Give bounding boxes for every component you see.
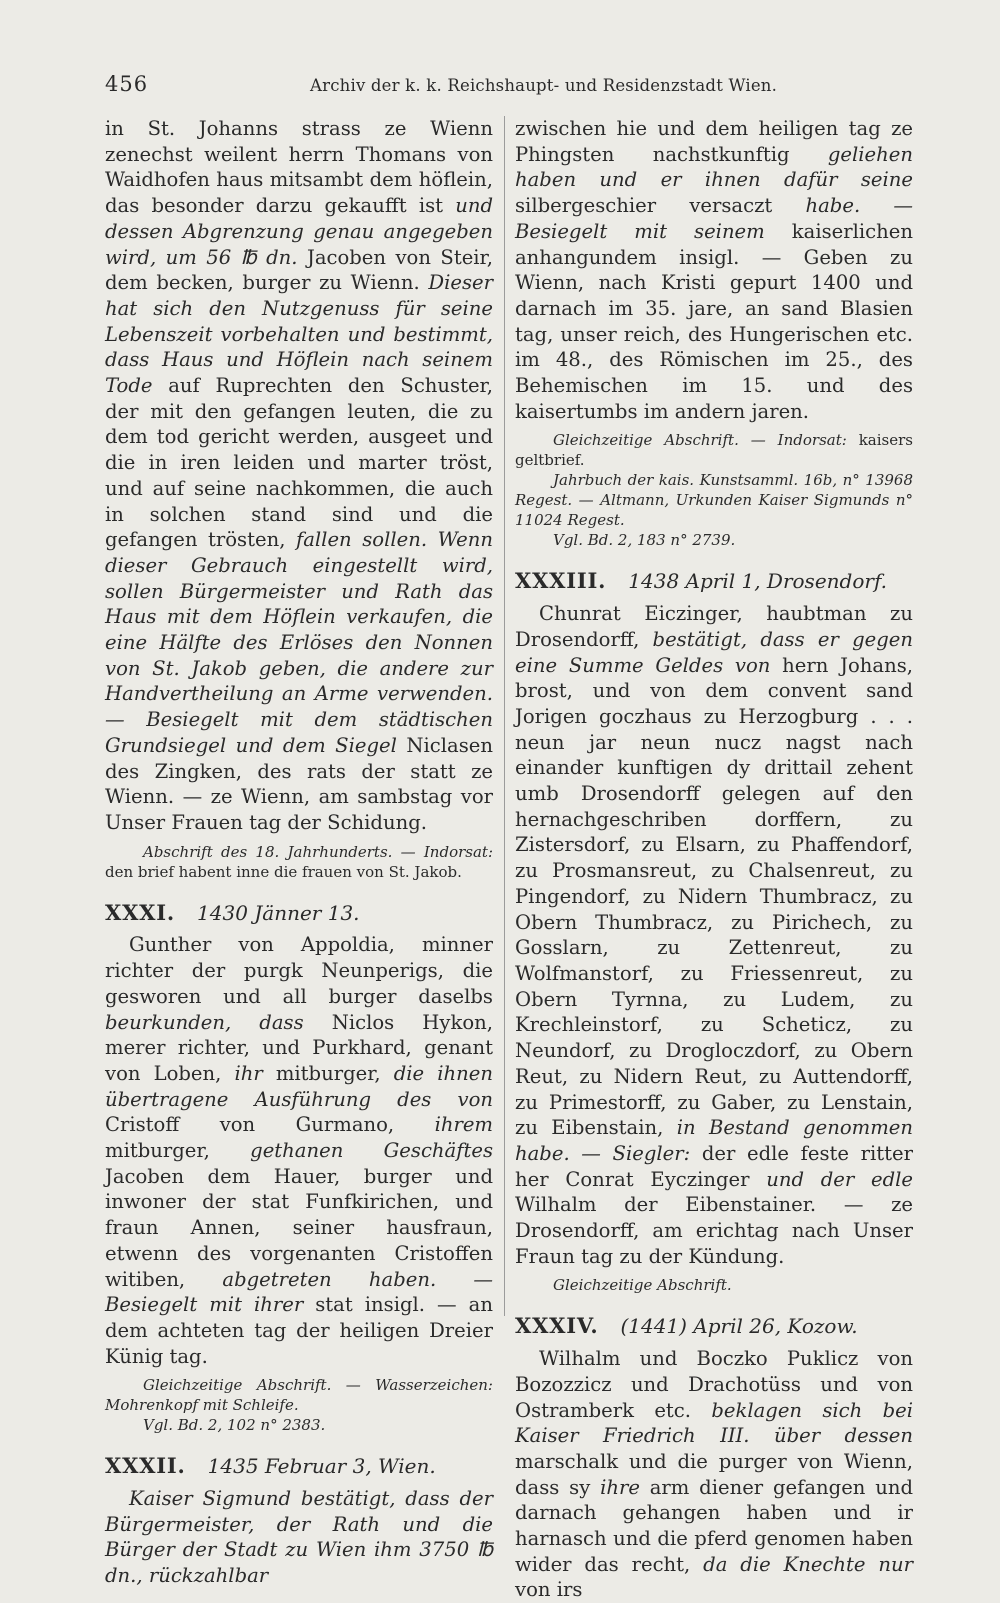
italic-run: Vgl. Bd. 2, 183 n° 2739. (553, 531, 736, 550)
paragraph (515, 1346, 913, 1603)
text-run: stat insigl. — an dem achteten tag der heiligen Dreier Künig tag. (105, 1293, 493, 1368)
source-note (105, 842, 493, 882)
italic-run: Dieser hat sich den Nutzgenuss für seine Lebenszeit vorbehalten und bestimmt, dass Haus und Höflein nach seinem Tode (105, 271, 493, 398)
right-column (515, 116, 913, 1603)
text-run: mitburger, (105, 1139, 251, 1163)
text-run: Jacoben dem Hauer, burger und inwoner der stat Funfkirichen, und fraun Annen, seiner hausfraun, etwenn des vorgenanten Cristoffen witiben, (105, 1164, 493, 1291)
entry-date: 1435 Februar 3, Wien. (207, 1454, 436, 1479)
entry-date: (1441) April 26, Kozow. (620, 1314, 858, 1339)
text-run: Niclasen des Zingken, des rats der statt ze Wienn. — ze Wienn, am sambstag vor Unser Frauen tag der Schidung. (105, 733, 493, 834)
italic-run: habe. — Besiegelt mit seinem (515, 194, 913, 243)
italic-run: und der edle (766, 1167, 913, 1191)
paragraph (105, 1486, 493, 1589)
text-run: hern Johans, brost, und von dem convent sand Jorigen goczhaus zu Herzogburg . . . neun jar neun nucz nagst nach einander kunftigen dy drittail zehent umb Drosendorff gelegen auf den hernachgeschriben dorffern, zu Zistersdorf, zu Elsarn, zu Phaffendorf, zu Prosmansreut, zu Chalsenreut, zu Pingendorf, zu Nidern Thumbracz, zu Obern Thumbracz, zu Pirichech, zu Gosslarn, zu Zettenreut, zu Wolfmanstorf, zu Friessenreut, zu Obern Tyrnna, zu Ludem, zu Krechleinstorf, zu Scheticz, zu Neundorf, zu Drogloczdorf, zu Obern Reut, zu Nidern Reut, zu Auttendorff, zu Primestorff, zu Gaber, zu Lenstain, zu Eibenstain, (515, 653, 913, 1140)
text-run: Niclos Hykon, merer richter, und Purkhard, genant von Loben, (105, 1010, 493, 1085)
left-column (105, 116, 493, 1589)
entry-number: XXXI. (105, 899, 176, 925)
running-title: Archiv der k. k. Reichshaupt- und Residenzstadt Wien. (310, 76, 778, 95)
italic-run: geliehen haben und er ihnen dafür seine (515, 142, 913, 192)
text-run: in St. Johanns strass ze Wienn zenechst weilent herrn Thomans von Waidhofen haus mitsambt dem höflein, das besonder darzu gekaufft ist (105, 117, 493, 218)
reference-note (515, 530, 913, 550)
entry-heading (105, 1453, 493, 1480)
text-run: auf Ruprechten den Schuster, der mit den gefangen leuten, die zu dem tod gericht werden, ausgeet und die in iren leiden und marter tröst, und auf seine nachkommen, die auch in solchen stand sind und die gefangen trösten, (105, 374, 493, 552)
italic-run: fallen sollen. Wenn dieser Gebrauch eingestellt wird, sollen Bürgermeister und Rath das Haus mit dem Höflein verkaufen, die eine Hälfte des Erlöses den Nonnen von St. Jakob geben, die andere zur Handvertheilung an Arme verwenden. — Besiegelt mit dem städtischen Grundsiegel und dem Siegel (105, 528, 493, 757)
text-run: den brief habent inne die frauen von St. Jakob. (105, 862, 462, 881)
page-header (105, 72, 900, 102)
italic-run: gethanen Geschäftes (250, 1139, 494, 1163)
entry-heading (515, 1313, 913, 1340)
paragraph (515, 116, 913, 424)
text-run: kaisers geltbrief. (515, 431, 913, 470)
entry-heading (515, 568, 913, 595)
paragraph (105, 932, 493, 1369)
text-run: Gunther von Appoldia, minner richter der purgk Neunperigs, die gesworen und all burger daselbs (105, 933, 493, 1008)
italic-run: beurkunden, dass (105, 1010, 304, 1034)
reference-note (105, 1415, 493, 1435)
paragraph (105, 116, 493, 836)
italic-run: ihre (600, 1475, 640, 1499)
italic-run: Vgl. Bd. 2, 102 n° 2383. (143, 1416, 326, 1435)
source-note (105, 1375, 493, 1415)
text-run: von irs (515, 1578, 583, 1602)
italic-run: Jahrbuch der kais. Kunstsamml. 16b, n° 13968 Regest. — Altmann, Urkunden Kaiser Sigmunds n° 11024 Regest. (515, 471, 913, 530)
text-run: arm diener gefangen und darnach gehangen haben und ir harnasch und die pferd genomen haben wider das recht, (515, 1475, 913, 1576)
italic-run: Gleichzeitige Abschrift. — Wasserzeichen: Mohrenkopf mit Schleife. (105, 1376, 493, 1415)
page-number: 456 (105, 72, 149, 96)
entry-number: XXXIV. (515, 1313, 599, 1339)
source-note (515, 430, 913, 470)
entry-heading (105, 900, 493, 927)
entry-date: 1438 April 1, Drosendorf. (628, 569, 887, 594)
text-run: Cristoff von Gurmano, (105, 1113, 435, 1137)
text-run: Wilhalm der Eibenstainer. — ze Drosendorff, am erichtag nach Unser Fraun tag zu der Kündung. (515, 1193, 913, 1268)
entry-date: 1430 Jänner 13. (197, 900, 360, 925)
text-run: mitburger, (262, 1061, 394, 1085)
text-run: Jacoben von Steir, dem becken, burger zu Wienn. (105, 245, 493, 295)
italic-run: abgetreten haben. — Besiegelt mit ihrer (105, 1267, 493, 1317)
italic-run: in Bestand genommen habe. — Siegler: (515, 1116, 913, 1165)
entry-number: XXXIII. (515, 568, 607, 594)
paragraph (515, 601, 913, 1269)
italic-run: ihr (234, 1061, 263, 1085)
italic-run: Gleichzeitige Abschrift. (553, 1276, 732, 1295)
italic-run: und dessen Abgrenzung genau angegeben wird, um 56 ℔ dn. (105, 194, 493, 269)
italic-run: Kaiser Sigmund bestätigt, dass der Bürgermeister, der Rath und die Bürger der Stadt zu Wien ihm 3750 ℔ dn., rückzahlbar (105, 1487, 493, 1588)
italic-run: Abschrift des 18. Jahrhunderts. — Indorsat: (143, 842, 493, 861)
text-run: zwischen hie und dem heiligen tag ze Phingsten nachstkunftig (515, 117, 913, 166)
italic-run: bestätigt, dass er gegen eine Summe Geldes von (515, 627, 913, 677)
text-run: silbergeschier versaczt (515, 194, 806, 218)
italic-run: ihrem (434, 1113, 493, 1137)
text-run: der edle feste ritter her Conrat Eyczinger (515, 1141, 913, 1191)
reference-note (515, 470, 913, 530)
text-run: marschalk und die purger von Wienn, dass sy (515, 1449, 913, 1499)
column-divider (504, 116, 505, 1316)
text-run: kaiserlichen anhangundem insigl. — Geben zu Wienn, nach Kristi gepurt 1400 und darnach im 35. jare, an sand Blasien tag, unser reich, des Hungerischen etc. im 48., des Römischen im 25., des Behemischen im 15. und des kaisertumbs im andern jaren. (515, 219, 913, 423)
source-note (515, 1275, 913, 1295)
italic-run: beklagen sich bei Kaiser Friedrich III. über dessen (515, 1398, 913, 1448)
text-run: Wilhalm und Boczko Puklicz von Bozozzicz und Drachotüss und von Ostramberk etc. (515, 1347, 913, 1422)
entry-number: XXXII. (105, 1453, 186, 1479)
italic-run: da die Knechte nur (703, 1552, 913, 1576)
italic-run: die ihnen übertragene Ausführung des von (105, 1061, 493, 1111)
italic-run: Gleichzeitige Abschrift. — Indorsat: (553, 431, 847, 450)
text-run: Chunrat Eiczinger, haubtman zu Drosendorff, (515, 602, 913, 651)
